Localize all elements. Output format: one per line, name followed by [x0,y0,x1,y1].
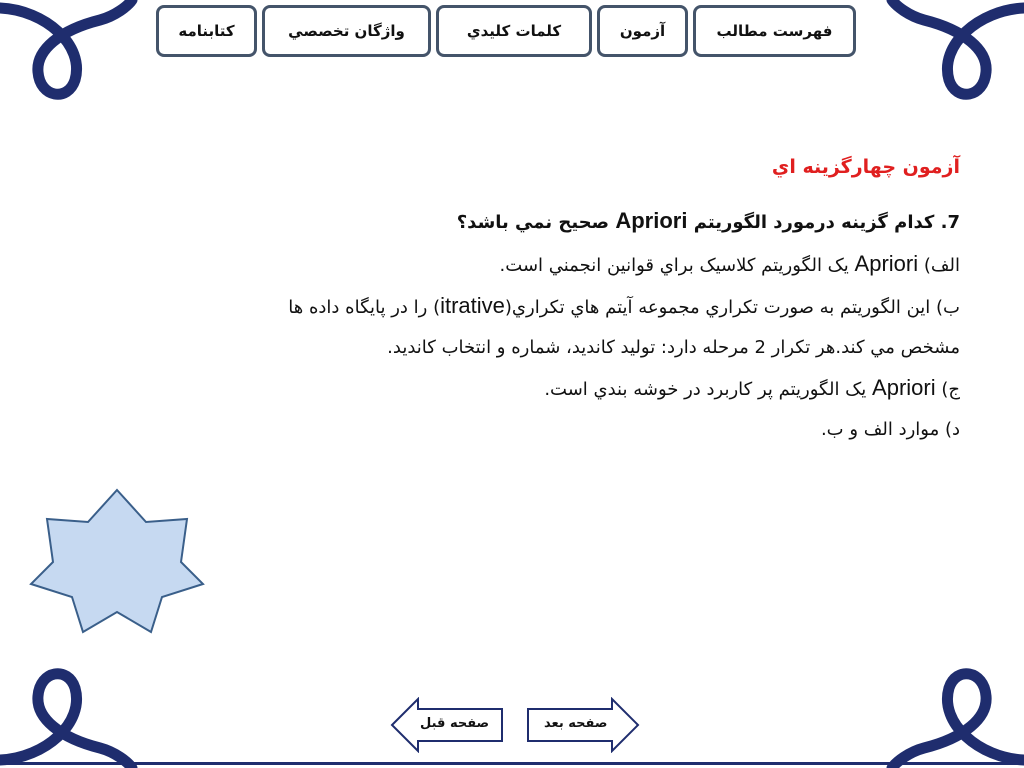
option-c-text: يک الگوريتم پر کاربرد در خوشه بندي است. [544,379,867,400]
toc-button[interactable]: فهرست مطالب [693,5,856,57]
quiz-content [70,150,960,450]
next-page-label: صفحه بعد [544,716,608,731]
prev-page-button[interactable] [390,697,505,753]
option-d[interactable]: د) موارد الف و ب. [820,419,960,440]
option-a-term: Apriori [854,251,919,276]
option-c-term: Apriori [872,375,936,400]
prev-page-label: صفحه قبل [420,716,490,731]
question-prefix: 7. كدام گزينه درمورد الگوريتم [693,212,960,233]
option-a[interactable] [70,244,960,286]
next-page-button[interactable] [525,697,640,753]
quiz-button[interactable]: آزمون [597,5,688,57]
question-suffix: صحيح نمي باشد؟ [456,212,610,233]
page-title: آزمون چهارگزينه اي [771,156,960,178]
corner-ornament-top-left [0,0,140,110]
option-b-line-2: مشخص مي کند.هر تکرار 2 مرحله دارد: توليد کانديد، شماره و انتخاب کانديد. [387,337,960,358]
corner-ornament-bottom-right [884,658,1024,768]
question-text [70,204,960,240]
option-b-term: itrative [440,293,505,318]
option-c-prefix: ج) [941,379,960,400]
keywords-button[interactable]: كلمات كليدي [436,5,592,57]
option-b-prefix: ب) اين الگوريتم به صورت تکراري مجموعه آيتم هاي تکراري( [504,297,960,318]
question-term: Apriori [615,208,688,233]
option-b-line-1 [70,286,960,328]
option-b-suffix: ) را در پايگاه داده ها [288,297,441,318]
glossary-button[interactable]: واژگان تخصصي [262,5,431,57]
bibliography-button[interactable]: كتابنامه [156,5,257,57]
option-b[interactable] [70,286,960,368]
option-a-prefix: الف) [923,255,960,276]
corner-ornament-top-right [884,0,1024,110]
option-c[interactable] [70,368,960,410]
star-shape [25,488,210,636]
bottom-border-line [0,762,1024,765]
option-a-text: يک الگوريتم کلاسيک براي قوانين انجمني است. [499,255,849,276]
corner-ornament-bottom-left [0,658,140,768]
